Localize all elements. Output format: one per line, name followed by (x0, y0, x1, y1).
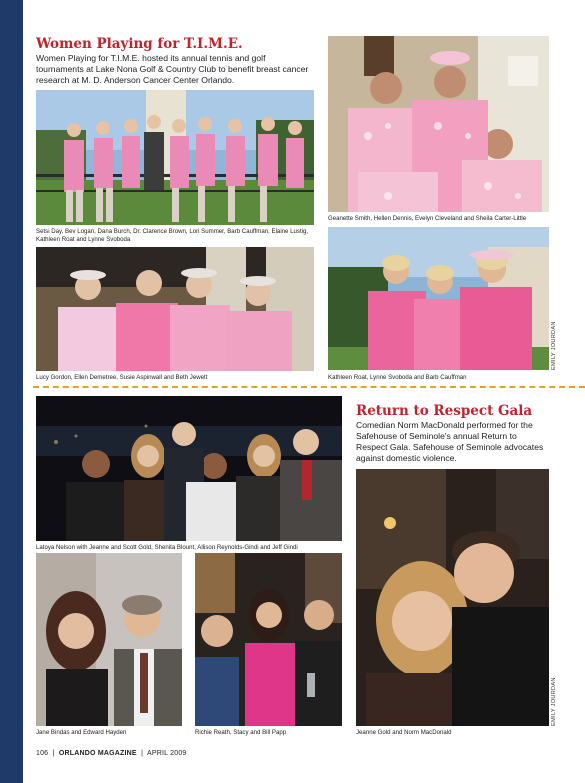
caption-three-women: Kathleen Roat, Lynne Svoboda and Barb Cauffman (328, 374, 467, 381)
caption-gala-group: Latoya Nelson with Jeanne and Scott Gold, Shenita Blount, Allison Reynolds-Gindi and Jeff Gindi (36, 544, 298, 551)
photo-jeanne-norm (356, 469, 549, 726)
caption-richie-trio: Richie Reath, Stacy and Bill Papp (195, 729, 287, 736)
caption-jane-edward: Jane Bindas and Edward Hayden (36, 729, 127, 736)
caption-four-women: Lucy Gordon, Ellen Demetree, Susie Aspinwall and Beth Jewett (36, 374, 208, 381)
photo-four-women-visors (36, 247, 314, 371)
section-lede-return-to-respect: Comedian Norm MacDonald performed for the Safehouse of Seminole's annual Return to Respect Gala. Safehouse of Seminole advocates against domestic violence. (356, 420, 544, 463)
section-title-return-to-respect: Return to Respect Gala (356, 403, 533, 419)
photo-gala-group (36, 396, 342, 541)
footer-separator: | (138, 750, 146, 757)
caption-pink-four: Geanette Smith, Hellen Dennis, Evelyn Cleveland and Sheila Carter-Little (328, 215, 527, 222)
section-divider (33, 386, 585, 388)
photo-credit-top: EMILY JOURDAN (551, 321, 557, 370)
photo-richie-stacy-bill (195, 553, 342, 726)
photo-three-women (328, 227, 549, 370)
section-lede-women-playing: Women Playing for T.I.M.E. hosted its annual tennis and golf tournaments at Lake Nona Golf & Country Club to benefit breast cancer research at M. D. Anderson Cancer Center Orlando. (36, 53, 309, 85)
photo-pink-shirts-four (328, 36, 549, 212)
magazine-name: ORLANDO MAGAZINE (58, 750, 137, 757)
page-spine-bar (0, 0, 23, 783)
photo-credit-bottom: EMILY JOURDAN (551, 677, 557, 726)
caption-golf-group: Setsi Day, Bev Logan, Dana Burch, Dr. Clarence Brown, Lori Summer, Barb Cauffman, Elaine Lustig, Kathleen Roat and Lynne Svoboda (36, 228, 309, 243)
caption-jeanne-norm: Jeanne Gold and Norm MacDonald (356, 729, 452, 736)
footer-separator: | (50, 750, 57, 757)
section-title-women-playing: Women Playing for T.I.M.E. (36, 36, 243, 52)
photo-jane-edward (36, 553, 182, 726)
page-number: 106 (36, 750, 49, 757)
issue-date: APRIL 2009 (147, 750, 187, 757)
page-footer (36, 750, 187, 757)
photo-golf-group (36, 90, 314, 225)
